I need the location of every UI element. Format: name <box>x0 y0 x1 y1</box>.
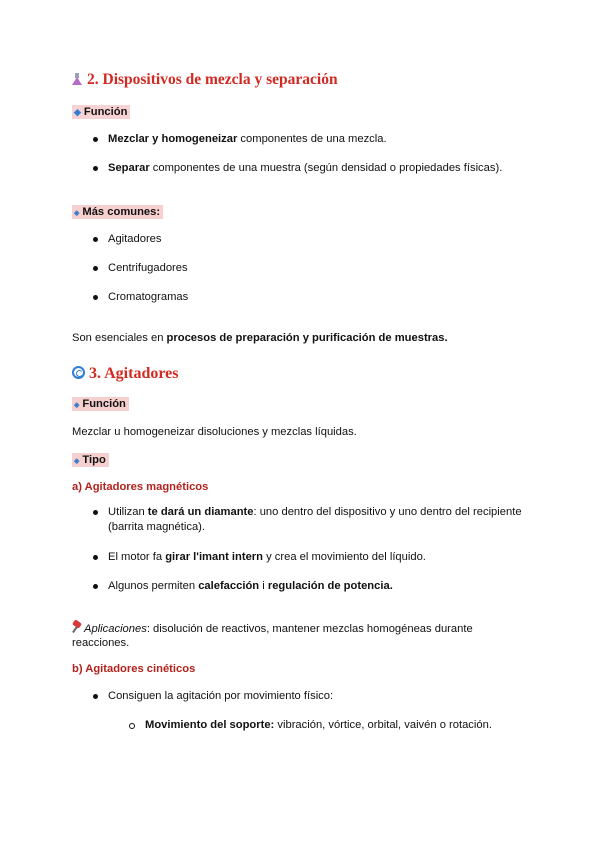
aplicaciones-label: Aplicaciones <box>84 623 147 635</box>
hollow-bullet-icon <box>129 723 135 729</box>
aplicaciones-continuation: reacciones. <box>72 637 130 649</box>
small-diamond-icon: ◆ <box>74 458 80 465</box>
summary-paragraph <box>72 332 448 344</box>
funcion-tag-label: Función <box>82 398 126 410</box>
comunes-tag-label: Más comunes: <box>82 206 161 218</box>
flask-icon <box>72 73 83 85</box>
funcion-tag-3 <box>72 397 129 411</box>
item-bold: regulación de potencia. <box>267 580 393 592</box>
tipo-tag <box>72 453 109 467</box>
bullet-dot-icon <box>93 584 98 589</box>
section-2-heading <box>72 71 338 89</box>
funcion-text: Mezclar u homogeneizar disoluciones y mezclas líquidas. <box>72 426 357 438</box>
bullet-dot-icon <box>93 137 98 142</box>
bullet-dot-icon <box>93 694 98 699</box>
item-bold: Mezclar y homogeneizar <box>108 133 238 145</box>
funcion-tag <box>72 105 130 119</box>
list-item <box>108 580 393 592</box>
item-bold: Separar <box>108 162 150 174</box>
item-bold: te dará un diamante <box>147 506 254 518</box>
section-3-title: 3. Agitadores <box>89 365 179 382</box>
item-text: i <box>259 580 268 592</box>
item-text: Utilizan <box>108 506 148 518</box>
item-bold: girar l'imant intern <box>165 551 263 563</box>
list-item <box>108 133 387 145</box>
list-item-continuation: (barrita magnética). <box>108 521 205 533</box>
sub-list-item <box>145 719 492 731</box>
list-item <box>108 162 502 174</box>
list-item: Consiguen la agitación por movimiento físico: <box>108 690 334 702</box>
list-item <box>108 551 426 563</box>
section-2-title: 2. Dispositivos de mezcla y separación <box>87 71 338 88</box>
list-item: Agitadores <box>108 233 162 245</box>
item-text: componentes de una muestra (según densidad o propiedades físicas). <box>149 162 503 174</box>
bullet-dot-icon <box>93 266 98 271</box>
item-text: componentes de una mezcla. <box>237 133 387 145</box>
bullet-dot-icon <box>93 555 98 560</box>
item-text: : uno dentro del dispositivo y uno dentro del recipiente <box>253 506 522 518</box>
cyclone-icon <box>72 366 85 379</box>
bullet-dot-icon <box>93 237 98 242</box>
subheading-a: a) Agitadores magnéticos <box>72 481 209 493</box>
item-bold: calefacción <box>198 580 260 592</box>
item-text: vibración, vórtice, orbital, vaivén o rotación. <box>274 719 492 731</box>
comunes-tag <box>72 205 163 219</box>
item-bold: Movimiento del soporte: <box>145 719 275 731</box>
subheading-b: b) Agitadores cinéticos <box>72 663 196 675</box>
list-item <box>108 506 522 518</box>
diamond-icon: ◆ <box>74 107 81 117</box>
small-diamond-icon: ◆ <box>74 402 80 409</box>
summary-text: Son esenciales en <box>72 332 167 344</box>
section-3-heading <box>72 365 178 383</box>
item-text: Algunos permiten <box>108 580 199 592</box>
list-item: Centrifugadores <box>108 262 188 274</box>
summary-bold: procesos de preparación y purificación de muestras. <box>166 332 448 344</box>
small-diamond-icon: ◆ <box>74 210 80 217</box>
aplicaciones-text: : disolución de reactivos, mantener mezclas homogéneas durante <box>146 623 473 635</box>
item-text: El motor fa <box>108 551 166 563</box>
aplicaciones-paragraph <box>72 621 473 635</box>
pushpin-icon <box>72 621 82 633</box>
funcion-tag-label: Función <box>83 106 128 118</box>
item-text: y crea el movimiento del líquido. <box>262 551 426 563</box>
bullet-dot-icon <box>93 166 98 171</box>
bullet-dot-icon <box>93 510 98 515</box>
list-item: Cromatogramas <box>108 291 189 303</box>
tipo-tag-label: Tipo <box>82 454 106 466</box>
bullet-dot-icon <box>93 295 98 300</box>
